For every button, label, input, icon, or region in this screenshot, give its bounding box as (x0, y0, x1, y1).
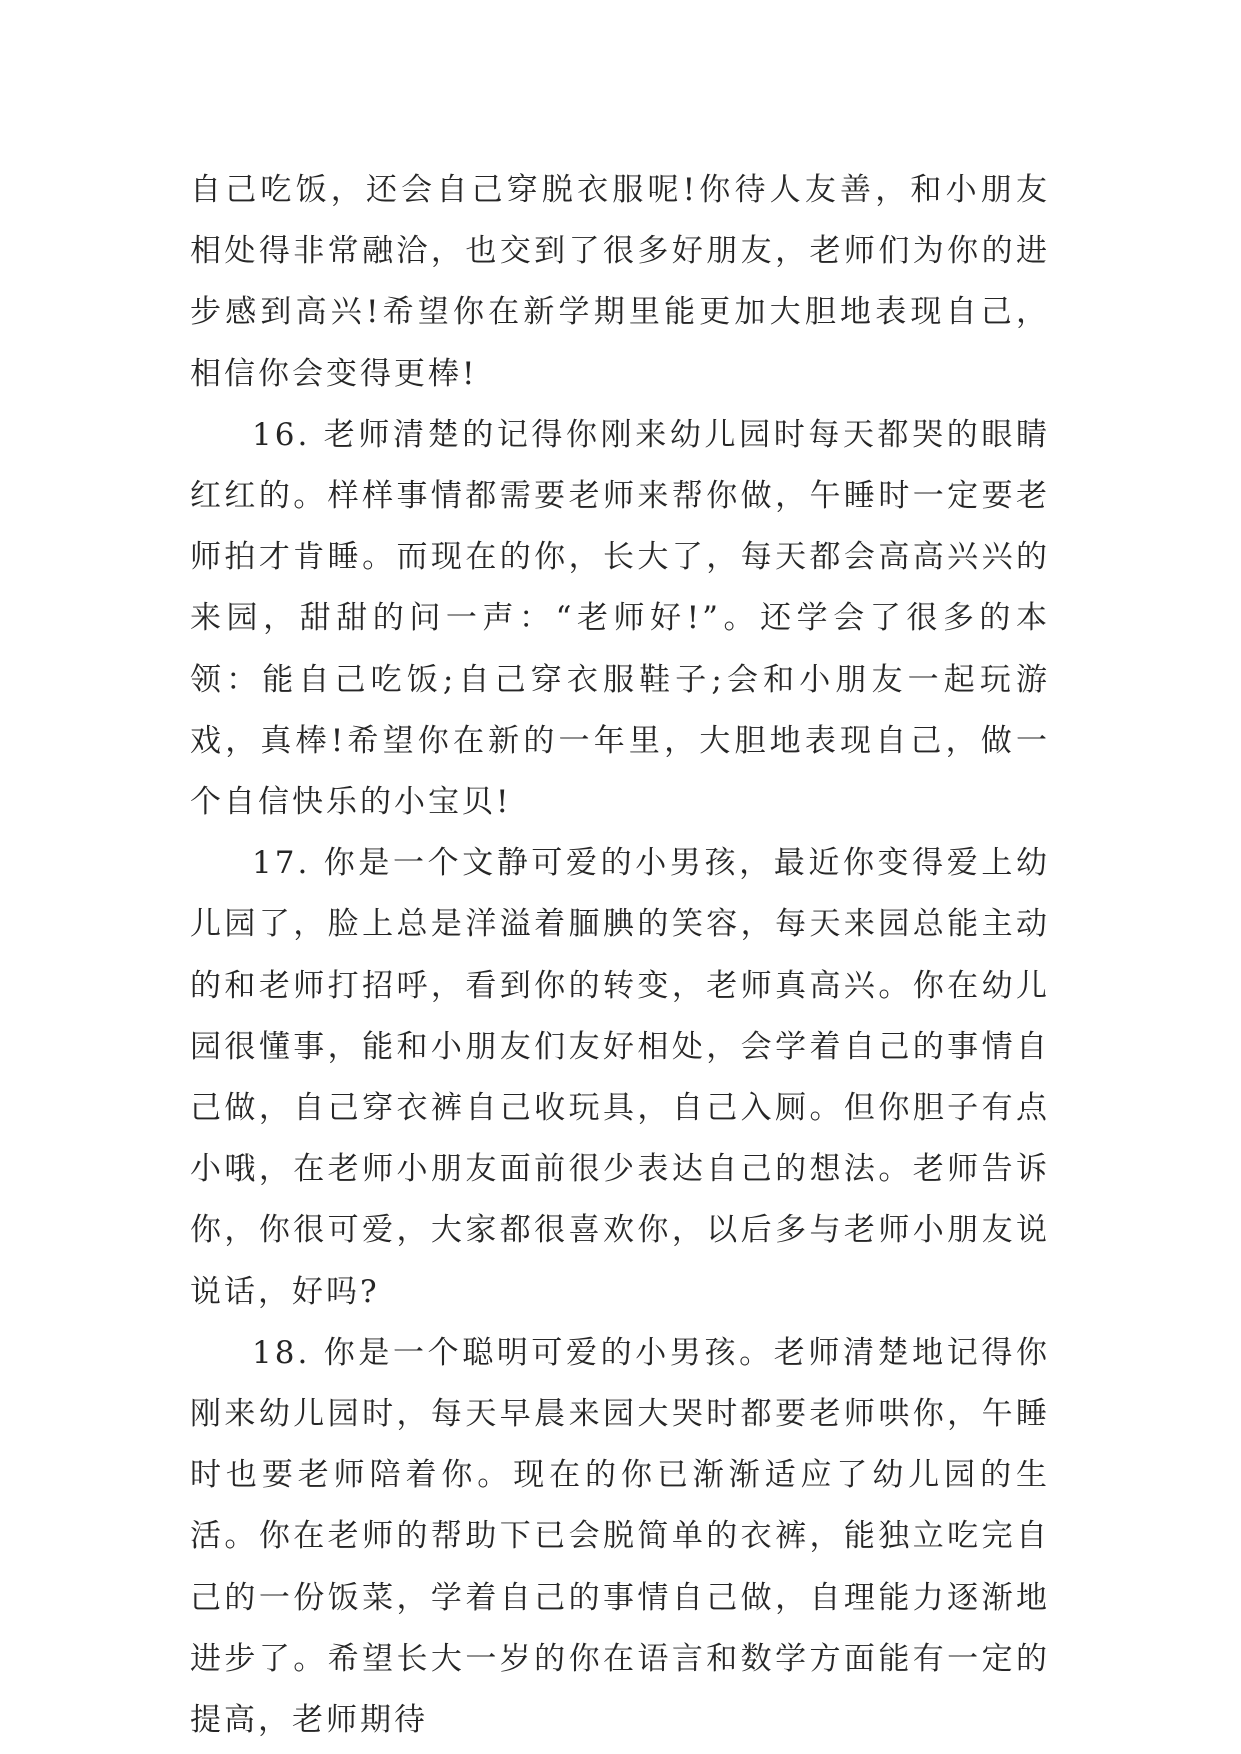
paragraph-continuation: 自己吃饭，还会自己穿脱衣服呢!你待人友善，和小朋友相处得非常融洽，也交到了很多好朋友，老师们为你的进步感到高兴!希望你在新学期里能更加大胆地表现自己，相信你会变得更棒! (190, 172, 1050, 392)
paragraph-16: 16. 老师清楚的记得你刚来幼儿园时每天都哭的眼睛红红的。样样事情都需要老师来帮你做，午睡时一定要老师拍才肯睡。而现在的你，长大了，每天都会高高兴兴的来园，甜甜的问一声：“老师好!”。还学会了很多的本领：能自己吃饭;自己穿衣服鞋子;会和小朋友一起玩游戏，真棒!希望你在新的一年里，大胆地表现自己，做一个自信快乐的小宝贝! (190, 416, 1050, 821)
document-body (190, 160, 1050, 1751)
paragraph-18: 18. 你是一个聪明可爱的小男孩。老师清楚地记得你刚来幼儿园时，每天早晨来园大哭时都要老师哄你，午睡时也要老师陪着你。现在的你已渐渐适应了幼儿园的生活。你在老师的帮助下已会脱简单的衣裤，能独立吃完自己的一份饭菜，学着自己的事情自己做，自理能力逐渐地进步了。希望长大一岁的你在语言和数学方面能有一定的提高，老师期待 (190, 1334, 1050, 1739)
paragraph-17: 17. 你是一个文静可爱的小男孩，最近你变得爱上幼儿园了，脸上总是洋溢着腼腆的笑容，每天来园总能主动的和老师打招呼，看到你的转变，老师真高兴。你在幼儿园很懂事，能和小朋友们友好相处，会学着自己的事情自己做，自己穿衣裤自己收玩具，自己入厕。但你胆子有点小哦，在老师小朋友面前很少表达自己的想法。老师告诉你，你很可爱，大家都很喜欢你，以后多与老师小朋友说说话，好吗? (190, 845, 1050, 1310)
